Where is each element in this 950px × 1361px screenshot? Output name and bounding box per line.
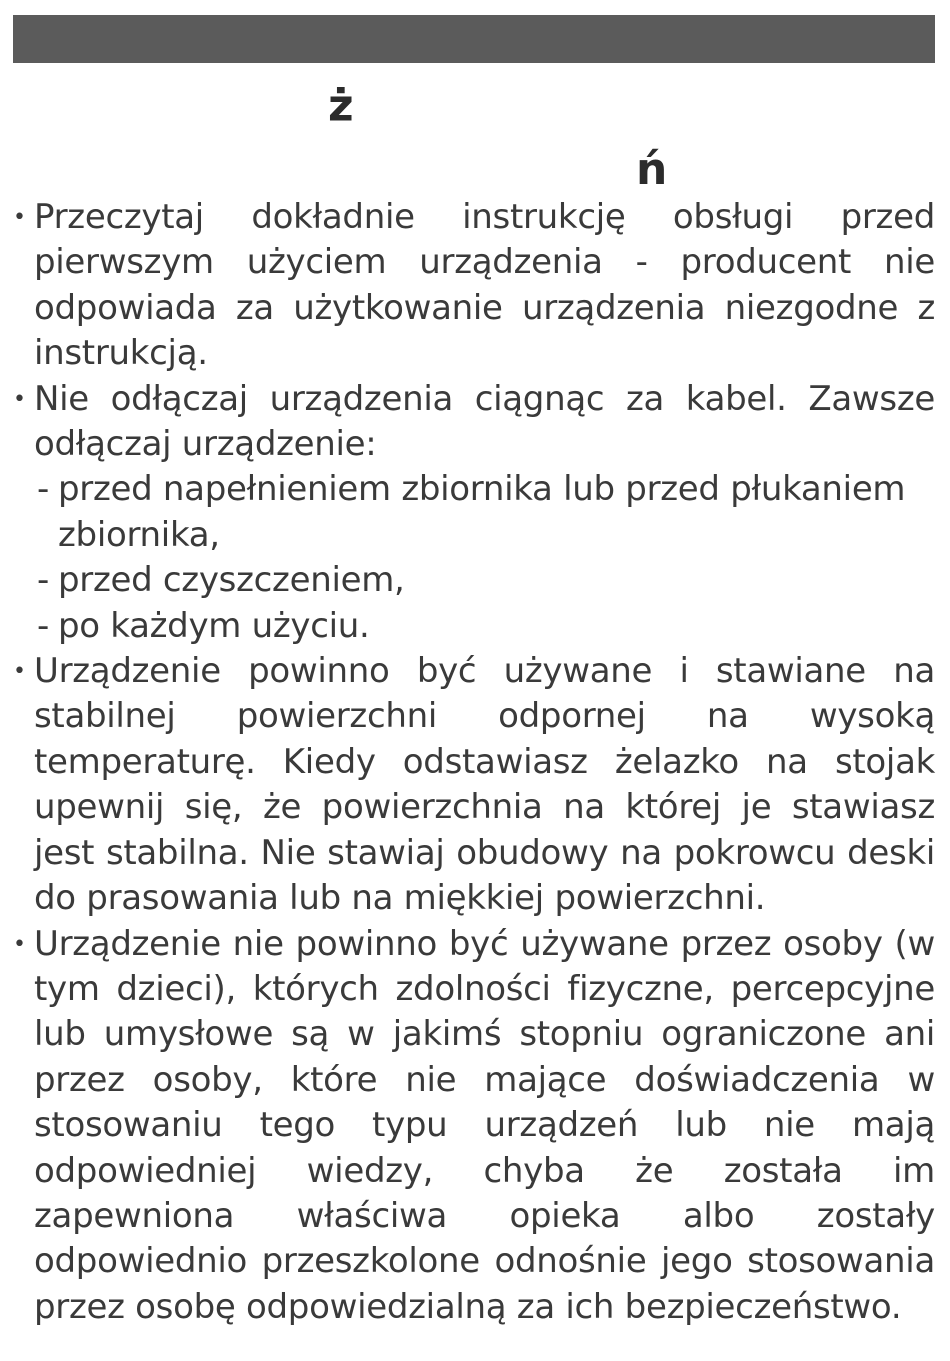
bullet-icon: •	[13, 659, 26, 685]
item-text: Urządzenie nie powinno być używane przez osoby (w tym dzieci), których zdolności fizyczne, percepcyjne lub umysłowe są w jakimś stopniu ograniczone ani przez osoby, które nie mające doświadczenia w stosowaniu tego typu urządzeń lub nie mają odpowiedniej wiedzy, chyba że została im zapewniona właściwa opieka albo zostały odpowiednio przeszkolone odnośnie jego stosowania przez osobę odpowiedzialną za ich bezpieczeństwo.	[34, 923, 935, 1327]
item-text: Nie odłączaj urządzenia ciągnąc za kabel. Zawsze odłączaj urządzenie:	[34, 378, 935, 465]
sub-item-text: przed napełnieniem zbiornika lub przed płukaniem zbiornika,	[58, 469, 906, 555]
dash-marker: -	[37, 469, 49, 510]
header-bar	[13, 15, 935, 63]
item-text: Przeczytaj dokładnie instrukcję obsługi przed pierwszym użyciem urządzenia - producent nie odpowiada za użytkowanie urządzenia niezgodne z instrukcją.	[34, 197, 935, 374]
list-item	[13, 649, 935, 921]
list-item	[13, 922, 935, 1331]
dash-marker: -	[37, 605, 49, 646]
bullet-icon: •	[13, 205, 26, 230]
dash-marker: -	[37, 560, 49, 601]
sub-list-item	[34, 604, 935, 649]
list-item	[13, 377, 935, 649]
heading-glyph-2: ń	[636, 144, 668, 195]
item-text: Urządzenie powinno być używane i stawiane na stabilnej powierzchni odpornej na wysoką temperaturę. Kiedy odstawiasz żelazko na stojak upewnij się, że powierzchnia na której je stawiasz jest stabilna. Nie stawiaj obudowy na pokrowcu deski do prasowania lub na miękkiej powierzchni.	[34, 651, 935, 919]
bullet-icon: •	[13, 931, 26, 957]
list-item	[13, 195, 935, 377]
safety-instructions-list	[13, 195, 935, 1330]
sub-list-item	[34, 467, 935, 558]
heading-glyph-1: ż	[328, 80, 354, 131]
bullet-icon: •	[13, 386, 26, 412]
sub-list-item	[34, 558, 935, 603]
sub-item-text: przed czyszczeniem,	[58, 560, 405, 601]
sub-item-text: po każdym użyciu.	[58, 605, 370, 646]
